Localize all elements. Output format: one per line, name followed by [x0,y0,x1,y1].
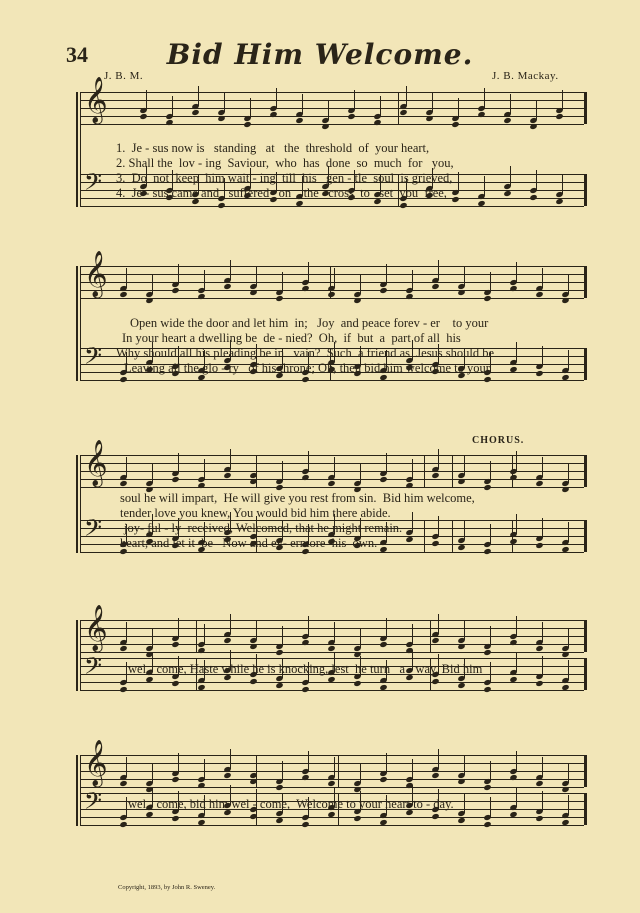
note-head [353,297,361,304]
staff-line [80,763,584,764]
staff-line [80,793,584,794]
note-stem [412,624,413,644]
note-head [171,776,179,783]
barline [398,92,399,124]
note-head [431,637,439,644]
note-stem [152,274,153,294]
note-stem [516,751,517,771]
note-stem [256,455,257,475]
staff-line [80,471,584,472]
barline [424,520,425,552]
system-bracket [76,620,78,691]
bass-clef-icon: 𝄢 [84,168,103,201]
note-stem [568,660,569,680]
note-stem [490,761,491,781]
note-head [431,540,439,547]
note-head [249,678,257,685]
note-head [275,784,283,791]
note-head [457,544,465,551]
note-stem [568,628,569,648]
note-head [223,772,231,779]
note-stem [568,795,569,815]
note-head [555,113,563,120]
staff-line [80,817,584,818]
note-head [119,480,127,487]
note-stem [276,88,277,108]
bass-clef-icon: 𝄢 [84,787,103,820]
staff-line [80,628,584,629]
note-stem [204,459,205,479]
barline [452,455,453,487]
staff-line [80,658,584,659]
note-head [483,295,491,302]
note-stem [432,92,433,112]
system-bracket [76,755,78,826]
note-head [191,109,199,116]
note-stem [542,791,543,811]
note-head [301,686,309,693]
note-stem [282,626,283,646]
staff-line [80,100,584,101]
note-stem [536,170,537,190]
note-stem [568,522,569,542]
note-stem [490,461,491,481]
staff-line [80,825,584,826]
note-head [535,542,543,549]
note-head [457,778,465,785]
note-stem [484,88,485,108]
staff-line [80,455,584,456]
note-stem [178,618,179,638]
note-head [295,117,303,124]
verse-line: wel - come, bid him wel - come, Welcome to your heart to - day. [128,797,454,811]
note-head [223,283,231,290]
staff-line [80,282,584,283]
note-stem [458,98,459,118]
note-stem [464,755,465,775]
note-head [327,780,335,787]
verse-line: In your heart a dwelling be de - nied? Oh, if but a part of all his [122,331,461,345]
note-head [353,815,361,822]
note-stem [172,96,173,116]
note-stem [412,270,413,290]
verse-line: 1. Je - sus now is standing at the threshold of your heart, [116,141,430,155]
note-head [217,115,225,122]
note-stem [126,662,127,682]
note-stem [412,759,413,779]
note-head [217,202,225,209]
system-bracket [76,92,78,207]
note-stem [126,457,127,477]
note-stem [542,457,543,477]
note-stem [536,100,537,120]
note-stem [126,622,127,642]
note-head [535,680,543,687]
note-stem [334,622,335,642]
note-stem [328,100,329,120]
staff-line [80,266,584,267]
barline [584,92,587,124]
note-stem [386,453,387,473]
note-stem [308,451,309,471]
note-head [399,109,407,116]
note-stem [308,616,309,636]
note-stem [386,264,387,284]
note-stem [308,751,309,771]
note-stem [230,749,231,769]
note-stem [568,763,569,783]
note-head [483,784,491,791]
note-stem [146,90,147,110]
staff-line [80,463,584,464]
note-head [139,113,147,120]
note-stem [250,98,251,118]
note-stem [360,463,361,483]
note-head [555,198,563,205]
verse-line: Why should all his pleading be in vain? Such a friend as Jesus should be [116,346,495,360]
note-head [425,115,433,122]
note-stem [334,268,335,288]
note-stem [126,757,127,777]
note-head [483,821,491,828]
note-stem [204,624,205,644]
bass-clef-icon: 𝄢 [84,342,103,375]
note-head [119,780,127,787]
treble-clef-icon: 𝄞 [84,440,108,486]
note-head [379,776,387,783]
words-credit: J. B. M. [104,70,144,82]
barline [430,620,431,652]
staff-line [80,620,584,621]
note-head [249,643,257,650]
barline [584,658,587,690]
note-stem [438,749,439,769]
hymn-title: Bid Him Welcome. [166,38,474,71]
note-stem [484,176,485,196]
note-head [353,680,361,687]
note-stem [152,463,153,483]
note-stem [464,266,465,286]
note-head [301,376,309,383]
note-head [535,291,543,298]
staff-line [80,380,584,381]
staff-line [80,487,584,488]
note-head [327,291,335,298]
note-head [431,813,439,820]
note-head [275,649,283,656]
verse-line: 3. Do not keep him wait - ing till his gen - tle soul is grieved, [116,171,453,185]
note-head [119,821,127,828]
note-head [535,815,543,822]
note-stem [360,628,361,648]
note-stem [256,266,257,286]
note-head [223,472,231,479]
verse-line: heart, and let it be Now and ev- ermore his own. [120,536,378,550]
note-head [457,289,465,296]
page-number: 34 [66,42,88,67]
note-head [347,113,355,120]
barline [452,520,453,552]
note-stem [562,174,563,194]
note-head [171,680,179,687]
note-head [301,821,309,828]
barline [584,174,587,206]
note-stem [360,274,361,294]
barline [584,348,587,380]
barline [584,266,587,298]
note-head [379,287,387,294]
note-stem [308,262,309,282]
barline [338,755,339,787]
barline [584,755,587,787]
treble-clef-icon: 𝄞 [84,77,108,123]
note-head [249,289,257,296]
note-stem [204,759,205,779]
barline [80,455,81,553]
note-head [119,645,127,652]
staff-line [80,771,584,772]
note-head [431,472,439,479]
note-stem [562,90,563,110]
staff-line [80,274,584,275]
note-stem [438,614,439,634]
note-head [535,780,543,787]
note-stem [386,753,387,773]
note-head [405,536,413,543]
note-head [275,682,283,689]
note-head [145,297,153,304]
note-head [457,817,465,824]
note-stem [230,614,231,634]
bass-clef-icon: 𝄢 [84,652,103,685]
note-head [457,643,465,650]
verse-line: Leaving all the glo - ry of his throne; Oh, then bid him welcome to your [124,361,490,375]
barline [80,266,81,381]
treble-clef-icon: 𝄞 [84,251,108,297]
note-head [119,376,127,383]
staff-line [80,108,584,109]
note-head [483,376,491,383]
staff-line [80,636,584,637]
note-head [171,287,179,294]
note-stem [490,524,491,544]
copyright-notice: Copyright, 1893, by John R. Sweney. [118,884,216,891]
note-stem [256,755,257,775]
note-head [535,645,543,652]
barline [80,755,81,826]
note-stem [542,656,543,676]
staff-line [80,298,584,299]
note-stem [516,787,517,807]
note-stem [542,622,543,642]
note-stem [516,616,517,636]
note-stem [198,86,199,106]
note-stem [438,516,439,536]
note-stem [464,793,465,813]
barline [196,620,197,652]
verse-line: soul he will impart, He will give you rest from sin. Bid him welcome, [120,491,475,505]
note-stem [178,753,179,773]
barline [80,620,81,691]
note-stem [490,662,491,682]
note-stem [230,260,231,280]
note-stem [412,512,413,532]
note-stem [152,763,153,783]
note-stem [542,757,543,777]
note-stem [334,757,335,777]
note-head [399,202,407,209]
verse-line: wel - come, Haste while he is knocking, lest he turn a - way, Bid him [128,662,483,676]
note-head [327,645,335,652]
note-stem [438,449,439,469]
note-head [457,478,465,485]
note-stem [224,92,225,112]
note-head [483,548,491,555]
note-head [379,641,387,648]
note-head [327,480,335,487]
note-head [503,117,511,124]
note-stem [302,94,303,114]
note-stem [230,449,231,469]
barline [584,455,587,487]
staff-line [80,206,584,207]
note-head [119,686,127,693]
note-head [561,651,569,658]
note-stem [204,270,205,290]
note-stem [256,620,257,640]
note-stem [516,451,517,471]
note-head [561,297,569,304]
note-stem [126,268,127,288]
chorus-label: CHORUS. [472,435,525,446]
note-stem [516,262,517,282]
note-stem [510,94,511,114]
note-head [431,283,439,290]
note-stem [386,618,387,638]
note-head [275,295,283,302]
note-head [275,484,283,491]
note-stem [542,346,543,366]
note-stem [542,268,543,288]
note-head [483,686,491,693]
note-head [561,786,569,793]
treble-clef-icon: 𝄞 [84,605,108,651]
verse-line: joy- ful - ly received, Welcomed, that he might remain. [124,521,403,535]
treble-clef-icon: 𝄞 [84,740,108,786]
note-head [535,370,543,377]
note-head [223,637,231,644]
staff-line [80,787,584,788]
note-stem [126,797,127,817]
barline [80,92,81,207]
note-stem [490,272,491,292]
note-head [451,121,459,128]
note-stem [178,264,179,284]
staff-line [80,124,584,125]
note-stem [282,272,283,292]
note-stem [516,514,517,534]
staff-line [80,552,584,553]
barline [584,620,587,652]
note-head [243,121,251,128]
note-head [483,649,491,656]
note-stem [464,620,465,640]
note-stem [516,652,517,672]
note-head [535,480,543,487]
note-stem [282,461,283,481]
barline [584,520,587,552]
note-head [431,772,439,779]
note-head [529,123,537,130]
note-head [321,123,329,130]
note-head [171,476,179,483]
note-stem [282,761,283,781]
system-bracket [76,455,78,553]
note-head [529,194,537,201]
barline [424,455,425,487]
verse-line: tender love you knew, You would bid him there abide. [120,506,391,520]
verse-line: 2. Shall the lov - ing Saviour, who has done so much for you, [116,156,454,170]
note-stem [490,626,491,646]
note-head [119,291,127,298]
note-head [561,486,569,493]
note-stem [510,166,511,186]
note-head [171,641,179,648]
note-head [457,682,465,689]
note-stem [490,797,491,817]
staff-line [80,690,584,691]
verse-line: 4. Je - sus came and suffered on the cross to set you free, [116,186,447,200]
note-stem [464,455,465,475]
note-head [483,484,491,491]
staff-line [80,682,584,683]
note-stem [412,459,413,479]
note-stem [354,90,355,110]
barline [584,793,587,825]
note-head [171,815,179,822]
staff-line [80,92,584,93]
note-stem [178,453,179,473]
bass-clef-icon: 𝄢 [84,514,103,547]
note-head [503,190,511,197]
note-stem [542,518,543,538]
note-head [275,817,283,824]
note-stem [152,628,153,648]
note-stem [464,520,465,540]
note-stem [380,96,381,116]
note-stem [360,763,361,783]
note-stem [438,260,439,280]
music-credit: J. B. Mackay. [492,70,559,82]
note-stem [334,457,335,477]
note-head [379,476,387,483]
staff-line [80,652,584,653]
system-bracket [76,266,78,381]
note-stem [516,342,517,362]
note-stem [406,86,407,106]
note-stem [568,463,569,483]
note-stem [568,350,569,370]
note-head [431,678,439,685]
note-stem [568,274,569,294]
verse-line: Open wide the door and let him in; Joy and peace forev - er to your [130,316,489,330]
note-head [451,196,459,203]
staff-line [80,755,584,756]
note-stem [458,172,459,192]
